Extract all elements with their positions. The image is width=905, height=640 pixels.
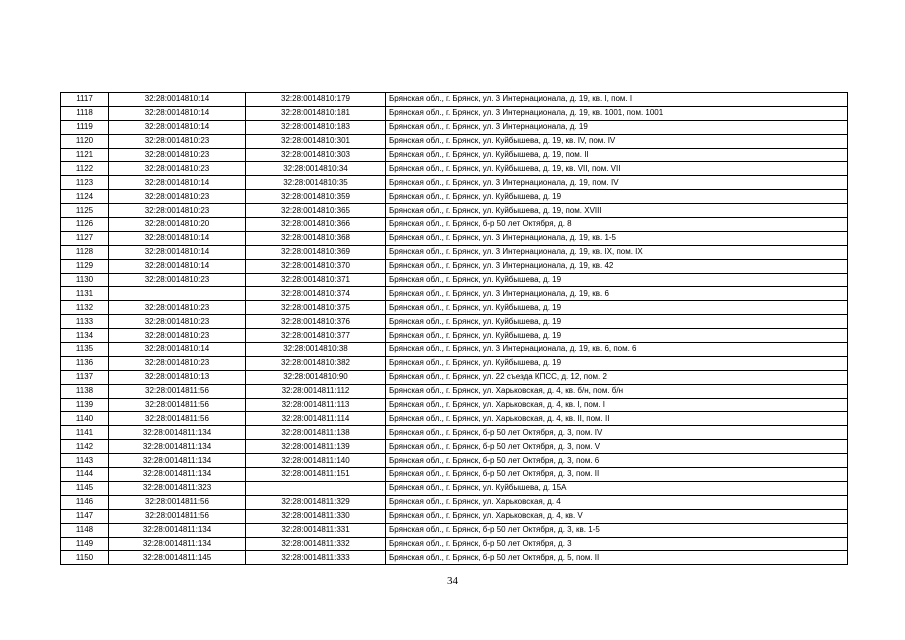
address-cell: Брянская обл., г. Брянск, б-р 50 лет Октября, д. 3, пом. V bbox=[386, 440, 848, 454]
land-plot-number-cell: 32:28:0014810:14 bbox=[109, 93, 246, 107]
table-row bbox=[61, 245, 848, 259]
address-cell: Брянская обл., г. Брянск, ул. 3 Интернационала, д. 19, кв. I, пом. I bbox=[386, 93, 848, 107]
table-row bbox=[61, 509, 848, 523]
object-number-cell: 32:28:0014811:113 bbox=[246, 398, 386, 412]
land-plot-number-cell: 32:28:0014810:23 bbox=[109, 162, 246, 176]
row-number-cell: 1137 bbox=[61, 370, 109, 384]
object-number-cell: 32:28:0014810:375 bbox=[246, 301, 386, 315]
row-number-cell: 1118 bbox=[61, 106, 109, 120]
row-number-cell: 1142 bbox=[61, 440, 109, 454]
land-plot-number-cell bbox=[109, 287, 246, 301]
land-plot-number-cell: 32:28:0014810:23 bbox=[109, 356, 246, 370]
address-cell: Брянская обл., г. Брянск, ул. 3 Интернационала, д. 19, кв. IX, пом. IX bbox=[386, 245, 848, 259]
address-cell: Брянская обл., г. Брянск, б-р 50 лет Октября, д. 3 bbox=[386, 537, 848, 551]
address-cell: Брянская обл., г. Брянск, ул. Куйбышева, д. 19, кв. VII, пом. VII bbox=[386, 162, 848, 176]
row-number-cell: 1119 bbox=[61, 120, 109, 134]
land-plot-number-cell: 32:28:0014810:23 bbox=[109, 134, 246, 148]
land-plot-number-cell: 32:28:0014810:14 bbox=[109, 259, 246, 273]
table-row bbox=[61, 120, 848, 134]
address-cell: Брянская обл., г. Брянск, ул. 3 Интернационала, д. 19, кв. 6 bbox=[386, 287, 848, 301]
address-cell: Брянская обл., г. Брянск, ул. 3 Интернационала, д. 19 bbox=[386, 120, 848, 134]
object-number-cell bbox=[246, 481, 386, 495]
address-cell: Брянская обл., г. Брянск, ул. Харьковская, д. 4, кв. I, пом. I bbox=[386, 398, 848, 412]
land-plot-number-cell: 32:28:0014810:14 bbox=[109, 106, 246, 120]
land-plot-number-cell: 32:28:0014811:145 bbox=[109, 551, 246, 565]
object-number-cell: 32:28:0014810:369 bbox=[246, 245, 386, 259]
object-number-cell: 32:28:0014811:139 bbox=[246, 440, 386, 454]
object-number-cell: 32:28:0014811:330 bbox=[246, 509, 386, 523]
address-cell: Брянская обл., г. Брянск, ул. Куйбышева, д. 15А bbox=[386, 481, 848, 495]
land-plot-number-cell: 32:28:0014810:14 bbox=[109, 245, 246, 259]
object-number-cell: 32:28:0014810:382 bbox=[246, 356, 386, 370]
table-body bbox=[61, 93, 848, 565]
row-number-cell: 1120 bbox=[61, 134, 109, 148]
address-cell: Брянская обл., г. Брянск, ул. 3 Интернационала, д. 19, кв. 42 bbox=[386, 259, 848, 273]
land-plot-number-cell: 32:28:0014811:56 bbox=[109, 398, 246, 412]
row-number-cell: 1121 bbox=[61, 148, 109, 162]
page-number: 34 bbox=[447, 575, 458, 587]
land-plot-number-cell: 32:28:0014810:13 bbox=[109, 370, 246, 384]
table-row bbox=[61, 273, 848, 287]
table-row bbox=[61, 356, 848, 370]
object-number-cell: 32:28:0014810:303 bbox=[246, 148, 386, 162]
row-number-cell: 1132 bbox=[61, 301, 109, 315]
land-plot-number-cell: 32:28:0014811:56 bbox=[109, 384, 246, 398]
object-number-cell: 32:28:0014811:332 bbox=[246, 537, 386, 551]
land-plot-number-cell: 32:28:0014811:323 bbox=[109, 481, 246, 495]
object-number-cell: 32:28:0014810:371 bbox=[246, 273, 386, 287]
land-plot-number-cell: 32:28:0014811:134 bbox=[109, 454, 246, 468]
address-cell: Брянская обл., г. Брянск, ул. Куйбышева, д. 19 bbox=[386, 301, 848, 315]
address-cell: Брянская обл., г. Брянск, ул. 3 Интернационала, д. 19, пом. IV bbox=[386, 176, 848, 190]
row-number-cell: 1124 bbox=[61, 190, 109, 204]
address-cell: Брянская обл., г. Брянск, ул. Куйбышева, д. 19, пом. XVIII bbox=[386, 204, 848, 218]
address-cell: Брянская обл., г. Брянск, ул. Харьковская, д. 4 bbox=[386, 495, 848, 509]
object-number-cell: 32:28:0014811:112 bbox=[246, 384, 386, 398]
land-plot-number-cell: 32:28:0014810:14 bbox=[109, 176, 246, 190]
land-plot-number-cell: 32:28:0014811:134 bbox=[109, 440, 246, 454]
land-plot-number-cell: 32:28:0014810:23 bbox=[109, 190, 246, 204]
table-row bbox=[61, 454, 848, 468]
address-cell: Брянская обл., г. Брянск, б-р 50 лет Октября, д. 5, пом. II bbox=[386, 551, 848, 565]
address-cell: Брянская обл., г. Брянск, ул. Куйбышева, д. 19, кв. IV, пом. IV bbox=[386, 134, 848, 148]
land-plot-number-cell: 32:28:0014810:23 bbox=[109, 315, 246, 329]
row-number-cell: 1136 bbox=[61, 356, 109, 370]
row-number-cell: 1138 bbox=[61, 384, 109, 398]
row-number-cell: 1150 bbox=[61, 551, 109, 565]
land-plot-number-cell: 32:28:0014811:134 bbox=[109, 537, 246, 551]
table-row bbox=[61, 93, 848, 107]
table-row bbox=[61, 218, 848, 232]
land-plot-number-cell: 32:28:0014810:14 bbox=[109, 120, 246, 134]
object-number-cell: 32:28:0014810:377 bbox=[246, 329, 386, 343]
row-number-cell: 1131 bbox=[61, 287, 109, 301]
address-cell: Брянская обл., г. Брянск, ул. Куйбышева, д. 19, пом. II bbox=[386, 148, 848, 162]
table-row bbox=[61, 398, 848, 412]
cadastral-table bbox=[60, 92, 848, 565]
table-row bbox=[61, 329, 848, 343]
object-number-cell: 32:28:0014810:374 bbox=[246, 287, 386, 301]
object-number-cell: 32:28:0014811:331 bbox=[246, 523, 386, 537]
row-number-cell: 1140 bbox=[61, 412, 109, 426]
object-number-cell: 32:28:0014811:114 bbox=[246, 412, 386, 426]
object-number-cell: 32:28:0014810:34 bbox=[246, 162, 386, 176]
row-number-cell: 1129 bbox=[61, 259, 109, 273]
table-row bbox=[61, 384, 848, 398]
row-number-cell: 1145 bbox=[61, 481, 109, 495]
address-cell: Брянская обл., г. Брянск, б-р 50 лет Октября, д. 3, пом. II bbox=[386, 468, 848, 482]
object-number-cell: 32:28:0014810:370 bbox=[246, 259, 386, 273]
land-plot-number-cell: 32:28:0014810:23 bbox=[109, 273, 246, 287]
row-number-cell: 1143 bbox=[61, 454, 109, 468]
table-row bbox=[61, 551, 848, 565]
address-cell: Брянская обл., г. Брянск, ул. 3 Интернационала, д. 19, кв. 1-5 bbox=[386, 231, 848, 245]
address-cell: Брянская обл., г. Брянск, б-р 50 лет Октября, д. 3, кв. 1-5 bbox=[386, 523, 848, 537]
address-cell: Брянская обл., г. Брянск, ул. Куйбышева, д. 19 bbox=[386, 356, 848, 370]
address-cell: Брянская обл., г. Брянск, ул. 3 Интернационала, д. 19, кв. 6, пом. 6 bbox=[386, 343, 848, 357]
object-number-cell: 32:28:0014810:366 bbox=[246, 218, 386, 232]
table-row bbox=[61, 523, 848, 537]
address-cell: Брянская обл., г. Брянск, ул. Куйбышева, д. 19 bbox=[386, 190, 848, 204]
land-plot-number-cell: 32:28:0014811:56 bbox=[109, 495, 246, 509]
row-number-cell: 1147 bbox=[61, 509, 109, 523]
table-row bbox=[61, 412, 848, 426]
address-cell: Брянская обл., г. Брянск, ул. Харьковская, д. 4, кв. V bbox=[386, 509, 848, 523]
table-row bbox=[61, 481, 848, 495]
object-number-cell: 32:28:0014810:35 bbox=[246, 176, 386, 190]
table-row bbox=[61, 148, 848, 162]
table-row bbox=[61, 204, 848, 218]
land-plot-number-cell: 32:28:0014810:14 bbox=[109, 343, 246, 357]
land-plot-number-cell: 32:28:0014811:134 bbox=[109, 468, 246, 482]
land-plot-number-cell: 32:28:0014810:20 bbox=[109, 218, 246, 232]
address-cell: Брянская обл., г. Брянск, б-р 50 лет Октября, д. 3, пом. 6 bbox=[386, 454, 848, 468]
row-number-cell: 1134 bbox=[61, 329, 109, 343]
object-number-cell: 32:28:0014810:90 bbox=[246, 370, 386, 384]
land-plot-number-cell: 32:28:0014811:56 bbox=[109, 509, 246, 523]
table-row bbox=[61, 190, 848, 204]
row-number-cell: 1144 bbox=[61, 468, 109, 482]
land-plot-number-cell: 32:28:0014811:56 bbox=[109, 412, 246, 426]
row-number-cell: 1117 bbox=[61, 93, 109, 107]
row-number-cell: 1130 bbox=[61, 273, 109, 287]
row-number-cell: 1125 bbox=[61, 204, 109, 218]
object-number-cell: 32:28:0014810:368 bbox=[246, 231, 386, 245]
object-number-cell: 32:28:0014810:376 bbox=[246, 315, 386, 329]
land-plot-number-cell: 32:28:0014810:23 bbox=[109, 329, 246, 343]
address-cell: Брянская обл., г. Брянск, ул. Харьковская, д. 4, кв. б/н, пом. б/н bbox=[386, 384, 848, 398]
row-number-cell: 1146 bbox=[61, 495, 109, 509]
land-plot-number-cell: 32:28:0014810:23 bbox=[109, 301, 246, 315]
row-number-cell: 1123 bbox=[61, 176, 109, 190]
row-number-cell: 1148 bbox=[61, 523, 109, 537]
table-row bbox=[61, 231, 848, 245]
object-number-cell: 32:28:0014810:301 bbox=[246, 134, 386, 148]
table-row bbox=[61, 468, 848, 482]
table-row bbox=[61, 301, 848, 315]
land-plot-number-cell: 32:28:0014810:23 bbox=[109, 148, 246, 162]
object-number-cell: 32:28:0014811:333 bbox=[246, 551, 386, 565]
object-number-cell: 32:28:0014811:138 bbox=[246, 426, 386, 440]
table-row bbox=[61, 537, 848, 551]
address-cell: Брянская обл., г. Брянск, б-р 50 лет Октября, д. 3, пом. IV bbox=[386, 426, 848, 440]
object-number-cell: 32:28:0014810:181 bbox=[246, 106, 386, 120]
address-cell: Брянская обл., г. Брянск, ул. Куйбышева, д. 19 bbox=[386, 315, 848, 329]
land-plot-number-cell: 32:28:0014811:134 bbox=[109, 426, 246, 440]
object-number-cell: 32:28:0014810:38 bbox=[246, 343, 386, 357]
table-row bbox=[61, 287, 848, 301]
row-number-cell: 1141 bbox=[61, 426, 109, 440]
row-number-cell: 1126 bbox=[61, 218, 109, 232]
row-number-cell: 1127 bbox=[61, 231, 109, 245]
object-number-cell: 32:28:0014810:179 bbox=[246, 93, 386, 107]
table-row bbox=[61, 426, 848, 440]
row-number-cell: 1122 bbox=[61, 162, 109, 176]
table-row bbox=[61, 315, 848, 329]
row-number-cell: 1133 bbox=[61, 315, 109, 329]
row-number-cell: 1139 bbox=[61, 398, 109, 412]
object-number-cell: 32:28:0014811:151 bbox=[246, 468, 386, 482]
table-row bbox=[61, 440, 848, 454]
table-row bbox=[61, 106, 848, 120]
table-row bbox=[61, 370, 848, 384]
row-number-cell: 1149 bbox=[61, 537, 109, 551]
row-number-cell: 1135 bbox=[61, 343, 109, 357]
object-number-cell: 32:28:0014811:140 bbox=[246, 454, 386, 468]
table-row bbox=[61, 259, 848, 273]
row-number-cell: 1128 bbox=[61, 245, 109, 259]
land-plot-number-cell: 32:28:0014810:14 bbox=[109, 231, 246, 245]
table-row bbox=[61, 176, 848, 190]
address-cell: Брянская обл., г. Брянск, ул. Куйбышева, д. 19 bbox=[386, 273, 848, 287]
address-cell: Брянская обл., г. Брянск, ул. Харьковская, д. 4, кв. II, пом. II bbox=[386, 412, 848, 426]
table-row bbox=[61, 343, 848, 357]
address-cell: Брянская обл., г. Брянск, б-р 50 лет Октября, д. 8 bbox=[386, 218, 848, 232]
table-row bbox=[61, 495, 848, 509]
address-cell: Брянская обл., г. Брянск, ул. Куйбышева, д. 19 bbox=[386, 329, 848, 343]
object-number-cell: 32:28:0014810:365 bbox=[246, 204, 386, 218]
land-plot-number-cell: 32:28:0014810:23 bbox=[109, 204, 246, 218]
table-row bbox=[61, 134, 848, 148]
address-cell: Брянская обл., г. Брянск, ул. 3 Интернационала, д. 19, кв. 1001, пом. 1001 bbox=[386, 106, 848, 120]
object-number-cell: 32:28:0014810:359 bbox=[246, 190, 386, 204]
land-plot-number-cell: 32:28:0014811:134 bbox=[109, 523, 246, 537]
table-row bbox=[61, 162, 848, 176]
address-cell: Брянская обл., г. Брянск, ул. 22 съезда КПСС, д. 12, пом. 2 bbox=[386, 370, 848, 384]
object-number-cell: 32:28:0014811:329 bbox=[246, 495, 386, 509]
object-number-cell: 32:28:0014810:183 bbox=[246, 120, 386, 134]
